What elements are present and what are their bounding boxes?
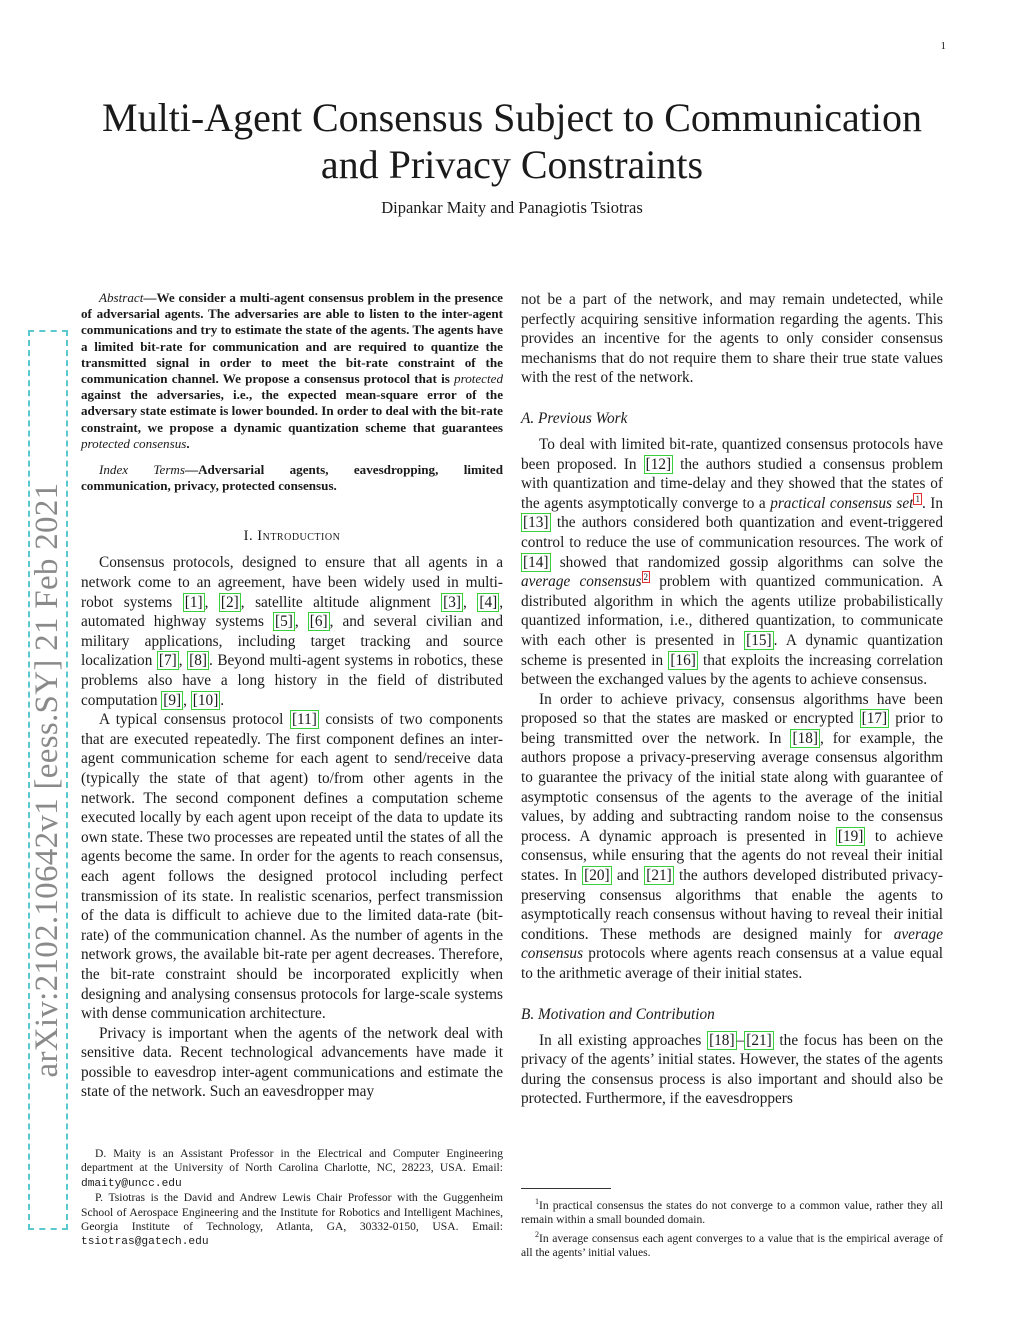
citation-link[interactable]: [18] [792, 729, 818, 747]
citation-link[interactable]: [4] [479, 593, 498, 611]
intro-paragraph-2: A typical consensus protocol [11] consists of two components that are executed repeatedly. The first component defines an inter-agent communication scheme for each agent to send/receive data (typically the state of that agent) to/from other agents in the network. The second component defines a computation scheme executed locally by each agent upon receipt of the data to update its own state. These two processes are repeated until the states of all the agents become the same. In order for the agents to reach consensus, each agent follows the designed protocol including perfect transmission of its state. In realistic scenarios, perfect transmission of the data is difficult to achieve due to the limited data-rate (bit-rate) of the communication channel. As the number of agents in the network grows, the available bit-rate per agent decreases. Therefore, the bit-rate constraint should be incorporated explicitly when designing and analysing consensus protocols for large-scale systems with dense communication architecture. [81, 711, 504, 1023]
email-link[interactable]: tsiotras@gatech.edu [81, 1236, 209, 1249]
citation-link[interactable]: [12] [645, 455, 672, 473]
citation-link[interactable]: [13] [523, 514, 549, 532]
title-line-1: Multi-Agent Consensus Subject to Communication [102, 95, 922, 140]
index-terms: Index Terms—Adversarial agents, eavesdropping, limited communication, privacy, protected consensus. [81, 462, 504, 494]
affiliation-footnotes [81, 1147, 503, 1250]
citation-link[interactable]: [11] [291, 711, 317, 729]
citation-link[interactable]: [6] [309, 613, 328, 631]
citation-link[interactable]: [9] [163, 691, 182, 709]
footnote-1: $^1$In practical consensus the states do not converge to a common value, rather they all remain within a small bounded domain. [521, 1197, 943, 1227]
paper-title [80, 94, 944, 188]
footnote-tsiotras: P. Tsiotras is the David and Andrew Lewis Chair Professor with the Guggenheim School of Aerospace Engineering and the Institute for Robotics and Intelligent Machines, Georgia Institute of Technology, Atlanta, GA, 30332-0150, USA. Email: tsiotras@gatech.edu [81, 1191, 503, 1249]
citation-link[interactable]: [19] [837, 827, 864, 845]
intro-paragraph-3: Privacy is important when the agents of the network deal with sensitive data. Recent technological advancements have made it possible to eavesdrop inter-agent communications and estimate the state of the network. Such an eavesdropper may [81, 1024, 503, 1101]
citation-link[interactable]: [10] [192, 691, 219, 709]
authors: Dipankar Maity and Panagiotis Tsiotras [381, 198, 643, 217]
citation-link[interactable]: [18] [709, 1031, 735, 1049]
citation-link[interactable]: [5] [275, 613, 293, 631]
title-line-2: and Privacy Constraints [320, 142, 704, 187]
citation-link[interactable]: [2] [220, 593, 239, 611]
motivation-paragraph-1: In all existing approaches [18] – [21] the focus has been on the privacy of the agents’ initial states. However, the states of the agents during the consensus process is also important and should also be protected. Furthermore, if the eavesdroppers [521, 1031, 943, 1108]
email-link[interactable]: dmaity@uncc.edu [81, 1177, 182, 1190]
footnote-link[interactable]: 2 [643, 572, 649, 583]
subsection-heading-previous-work: A. Previous Work [521, 409, 628, 427]
citation-link[interactable]: [15] [746, 631, 772, 649]
citation-link[interactable]: [14] [523, 553, 549, 571]
left-column [81, 290, 503, 1102]
citation-link[interactable]: [21] [646, 867, 672, 885]
citation-link[interactable]: [20] [584, 867, 610, 885]
citation-link[interactable]: [8] [189, 652, 207, 670]
section-heading-introduction: I. Introduction [243, 528, 341, 545]
previous-work-paragraph-2: In order to achieve privacy, consensus algorithms have been proposed so that the states are masked or encrypted [17] prior to being transmitted over the network. In [18] , for example, the authors propose a privacy-preserving average consensus algorithm to guarantee the privacy of the initial state along with guarantee of asymptotic consensus of the agents to the average of the initial values, by adding and subtracting random noise to the consensus process. A dynamic approach is presented in [19] to achieve consensus, while ensuring that the agents do not reveal their initial states. In [20] and [21] the authors developed distributed privacy-preserving consensus algorithms that enable the agents to asymptotically reach consensus without having to reveal their initial conditions. These methods are designed mainly for average consensus protocols where agents reach consensus at a value equal to the arithmetic average of their initial states. [521, 690, 944, 982]
footnote-link[interactable]: 1 [915, 493, 920, 504]
citation-link[interactable]: [16] [670, 651, 696, 669]
subsection-heading-motivation: B. Motivation and Contribution [521, 1005, 715, 1023]
citation-link[interactable]: [21] [746, 1031, 772, 1049]
previous-work-paragraph-1: To deal with limited bit-rate, quantized consensus protocols have been proposed. In [12] the authors studied a consensus problem with quantization and time-delay and they showed that the states of the agents asymptotically converge to a practical consensus set $^1$ . In [13] the authors considered both quantization and event-triggered control to reduce the use of communication resources. The work of [14] showed that randomized gossip algorithms can solve the average consensus $^2$ problem with quantized communication. A distributed algorithm in which the agents utilize probabilistically quantized information, i.e., dithered quantization, to communicate with each other is presented in [15] . A dynamic quantization scheme is presented in [16] that exploits the increasing correlation between the exchanged values by the agents to achieve consensus. [521, 435, 943, 689]
footnote-rule [521, 1188, 611, 1189]
intro-paragraph-3-continued: not be a part of the network, and may remain undetected, while perfectly acquiring sensitive information regarding the agents. This provides an incentive for the agents to only consider consensus mechanisms that do not require them to share their true state values with the rest of the network. [521, 291, 943, 387]
citation-link[interactable]: [17] [861, 710, 888, 728]
index-terms-label: Index Terms [99, 462, 185, 478]
citation-link[interactable]: [1] [184, 593, 203, 611]
intro-paragraph-1: Consensus protocols, designed to ensure that all agents in a network come to an agreement, have been widely used in multi-robot systems [1] , [2] , satellite altitude alignment [3] , [4] , automated highway systems [5] , [6] , and several civilian and military applications, including target tracking and source localization [7] , [8] . Beyond multi-agent systems in robotics, these problems also have a long history in the field of distributed computation [9] , [10] . [81, 554, 504, 709]
footnote-maity: D. Maity is an Assistant Professor in the Electrical and Computer Engineering department at the University of North Carolina Charlotte, NC, 28223, USA. Email: dmaity@uncc.edu [81, 1147, 503, 1190]
page-footnotes [521, 1188, 943, 1260]
footnote-2: $^2$In average consensus each agent converges to a value that is the empirical average of all the agents’ initial values. [521, 1229, 943, 1259]
citation-link[interactable]: [3] [443, 593, 462, 611]
page-number: 1 [940, 40, 946, 52]
arxiv-identifier-stamp[interactable]: arXiv:2102.10642v1 [eess.SY] 21 Feb 2021 [28, 330, 68, 1230]
right-column [521, 290, 943, 1109]
citation-link[interactable]: [7] [158, 652, 177, 670]
abstract-label: Abstract [99, 290, 144, 305]
abstract: Abstract—We consider a multi-agent consensus problem in the presence of adversarial agents. The adversaries are able to listen to the inter-agent communications and try to estimate the state of the agents. The agents have a limited bit-rate for communication and are required to quantize the transmitted signal in order to meet the bit-rate constraint of the communication channel. We propose a consensus protocol that is protected against the adversaries, i.e., the expected mean-square error of the adversary state estimate is lower bounded. In order to deal with the bit-rate constraint, we propose a dynamic quantization scheme that guarantees protected consensus. [81, 290, 503, 451]
